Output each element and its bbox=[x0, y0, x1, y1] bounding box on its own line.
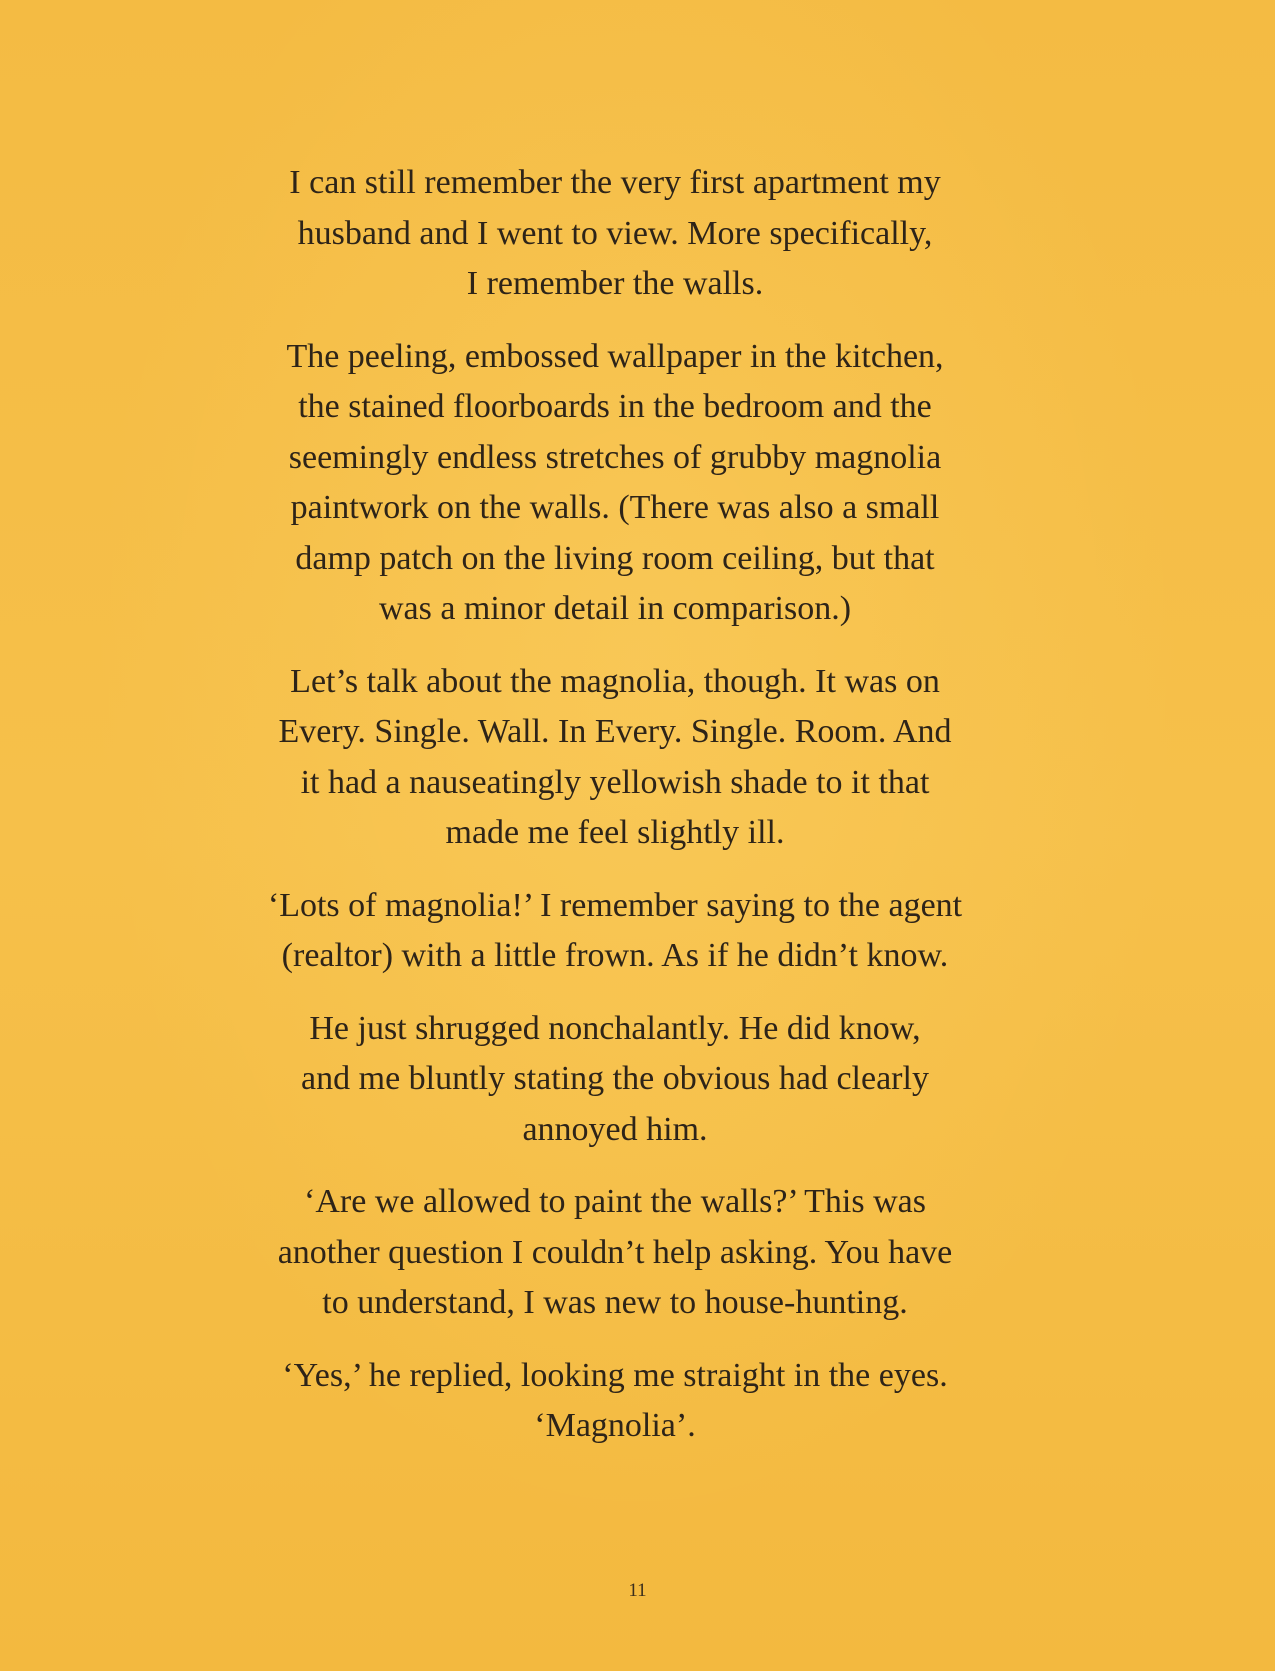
text-line: The peeling, embossed wallpaper in the kitchen, bbox=[286, 337, 944, 375]
text-line: and me bluntly stating the obvious had clearly bbox=[301, 1060, 929, 1097]
text-line: made me feel slightly ill. bbox=[445, 814, 785, 851]
body-text bbox=[215, 158, 1015, 1474]
text-line: I remember the walls. bbox=[466, 265, 764, 302]
text-line: was a minor detail in comparison.) bbox=[378, 590, 852, 627]
text-line: the stained floorboards in the bedroom and the bbox=[298, 388, 932, 425]
paragraph-3 bbox=[215, 657, 1015, 859]
text-line: ‘Yes,’ he replied, looking me straight in the eyes. bbox=[282, 1356, 948, 1394]
text-line: damp patch on the living room ceiling, but that bbox=[295, 539, 935, 577]
text-line: He just shrugged nonchalantly. He did know, bbox=[309, 1009, 921, 1047]
paragraph-2 bbox=[215, 332, 1015, 635]
paragraph-7 bbox=[215, 1351, 1015, 1452]
text-line: paintwork on the walls. (There was also a small bbox=[290, 489, 940, 526]
paragraph-6 bbox=[215, 1177, 1015, 1329]
text-line: another question I couldn’t help asking. You have bbox=[277, 1233, 953, 1271]
text-line: to understand, I was new to house-hunting. bbox=[322, 1284, 908, 1321]
text-line: Every. Single. Wall. In Every. Single. Room. And bbox=[278, 713, 952, 750]
text-line: annoyed him. bbox=[522, 1110, 708, 1148]
text-line: seemingly endless stretches of grubby magnolia bbox=[288, 438, 942, 476]
text-line: I can still remember the very first apartment my bbox=[289, 164, 941, 201]
text-line: ‘Lots of magnolia!’ I remember saying to the agent bbox=[267, 886, 963, 924]
paragraph-4 bbox=[215, 881, 1015, 982]
text-line: (realtor) with a little frown. As if he didn’t know. bbox=[281, 937, 949, 974]
paragraph-5 bbox=[215, 1004, 1015, 1156]
text-line: husband and I went to view. More specifically, bbox=[297, 214, 933, 252]
text-line: ‘Magnolia’. bbox=[534, 1407, 696, 1444]
text-line: Let’s talk about the magnolia, though. It was on bbox=[290, 662, 940, 700]
text-line: ‘Are we allowed to paint the walls?’ This was bbox=[304, 1183, 926, 1220]
text-line: it had a nauseatingly yellowish shade to it that bbox=[300, 763, 930, 801]
paragraph-1 bbox=[215, 158, 1015, 310]
page-number: 11 bbox=[628, 1580, 647, 1601]
